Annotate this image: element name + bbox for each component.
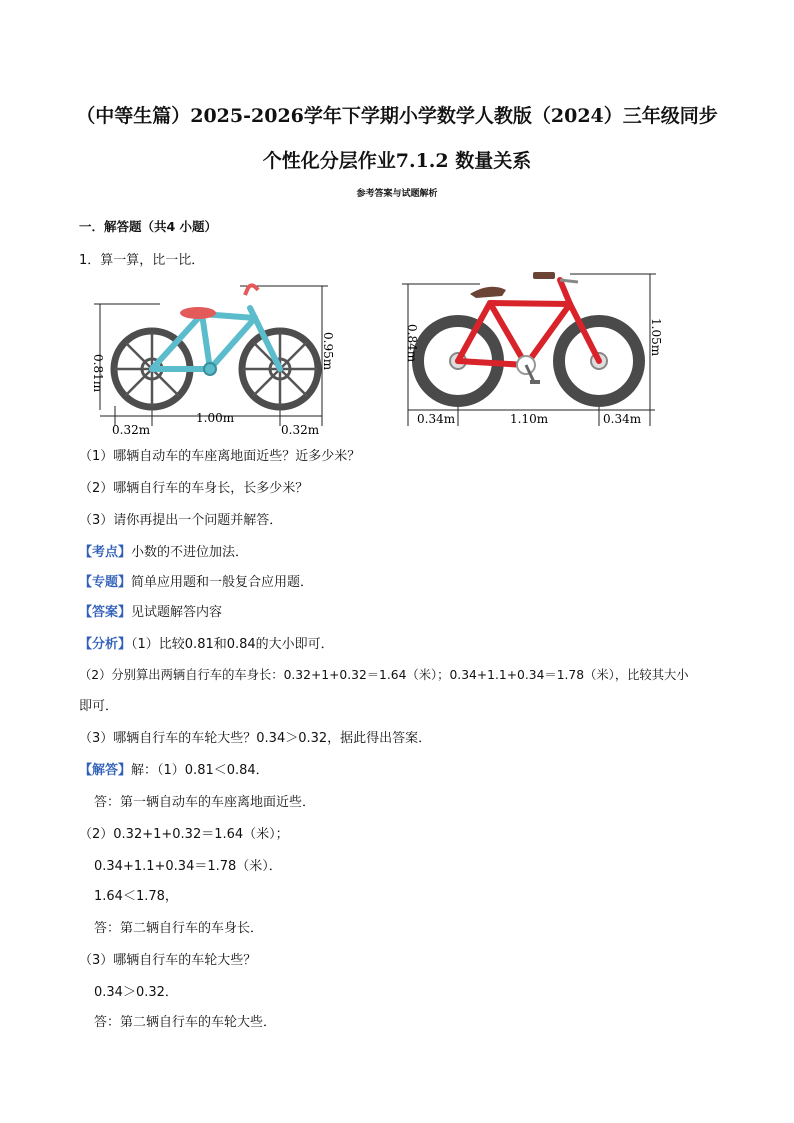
solution-2c: 1.64＜1.78， (94, 889, 178, 904)
sub-question-3: （3）请你再提出一个问题并解答． (79, 513, 283, 528)
solution-3-question: （3）哪辆自行车的车轮大些？ (79, 953, 257, 968)
zhuanti-tag: 【专题】 (79, 575, 132, 590)
jieda-tag: 【解答】 (79, 763, 132, 778)
fenxi-text-2: （2）分别算出两辆自行车的车身长：0.32+1+0.32＝1.64（米）；0.34+1.1+0.34＝1.78（米），比较其大小 (79, 668, 689, 682)
bike2-seat (470, 287, 506, 298)
zhuanti-text: 简单应用题和一般复合应用题． (131, 575, 314, 590)
page-title-line-2: 个性化分层作业7.1.2 数量关系 (262, 150, 532, 172)
bike1-middle-label: 1.00m (196, 411, 235, 425)
bike2-wheel-right-label: 0.34m (603, 412, 642, 426)
zhuanti-row (79, 571, 313, 590)
bike1-total-height-label: 0.95m (321, 332, 335, 371)
bike1-wheel-left-label: 0.32m (112, 423, 151, 437)
page-title-line-1: （中等生篇）2025-2026学年下学期小学数学人教版（2024）三年级同步 (76, 105, 718, 127)
bike1-seat-height-label: 0.81m (91, 354, 105, 393)
answer-1: 答：第一辆自动车的车座离地面近些． (94, 795, 316, 810)
bike1-seat (180, 307, 216, 319)
bike2-wheel-left-label: 0.34m (417, 412, 456, 426)
daan-row (79, 601, 222, 620)
fenxi-text-2b: 即可． (79, 699, 119, 714)
answer-3: 答：第二辆自行车的车轮大些． (94, 1015, 277, 1030)
bike2-seat-height-label: 0.84m (405, 324, 419, 363)
sub-question-2: （2）哪辆自行车的车身长，长多少米？ (79, 481, 309, 496)
answer-subtitle: 参考答案与试题解析 (356, 189, 438, 199)
bicycle-diagram (90, 268, 680, 440)
solution-3-compare: 0.34＞0.32． (94, 985, 178, 1000)
bicycle-figure (90, 268, 680, 444)
solution-2a: （2）0.32+1+0.32＝1.64（米）； (79, 827, 289, 842)
section-heading: 一．解答题（共4 小题） (79, 219, 218, 234)
fenxi-text-3: （3）哪辆自行车的车轮大些？0.34＞0.32，据此得出答案． (79, 731, 432, 746)
bike2-middle-label: 1.10m (510, 412, 549, 426)
bike2-handlebar (533, 272, 555, 279)
fenxi-text-1: （1）比较0.81和0.84的大小即可． (131, 637, 334, 652)
solution-2b: 0.34+1.1+0.34＝1.78（米）． (94, 859, 282, 874)
kaodian-tag: 【考点】 (79, 545, 132, 560)
bike1-handlebar (245, 285, 258, 295)
daan-text: 见试题解答内容 (131, 605, 223, 620)
fenxi-row (79, 633, 334, 652)
kaodian-row (79, 541, 248, 560)
answer-2: 答：第二辆自行车的车身长． (94, 921, 264, 936)
daan-tag: 【答案】 (79, 605, 132, 620)
jieda-text-1: 解：（1）0.81＜0.84． (131, 763, 269, 778)
jieda-row (79, 759, 269, 778)
bike2-total-height-label: 1.05m (649, 318, 663, 357)
sub-question-1: （1）哪辆自动车的车座离地面近些？近多少米？ (79, 449, 361, 464)
bike1-wheel-right-label: 0.32m (281, 423, 320, 437)
question-1: 1．算一算，比一比． (79, 253, 205, 268)
fenxi-tag: 【分析】 (79, 637, 132, 652)
kaodian-text: 小数的不进位加法． (131, 545, 249, 560)
